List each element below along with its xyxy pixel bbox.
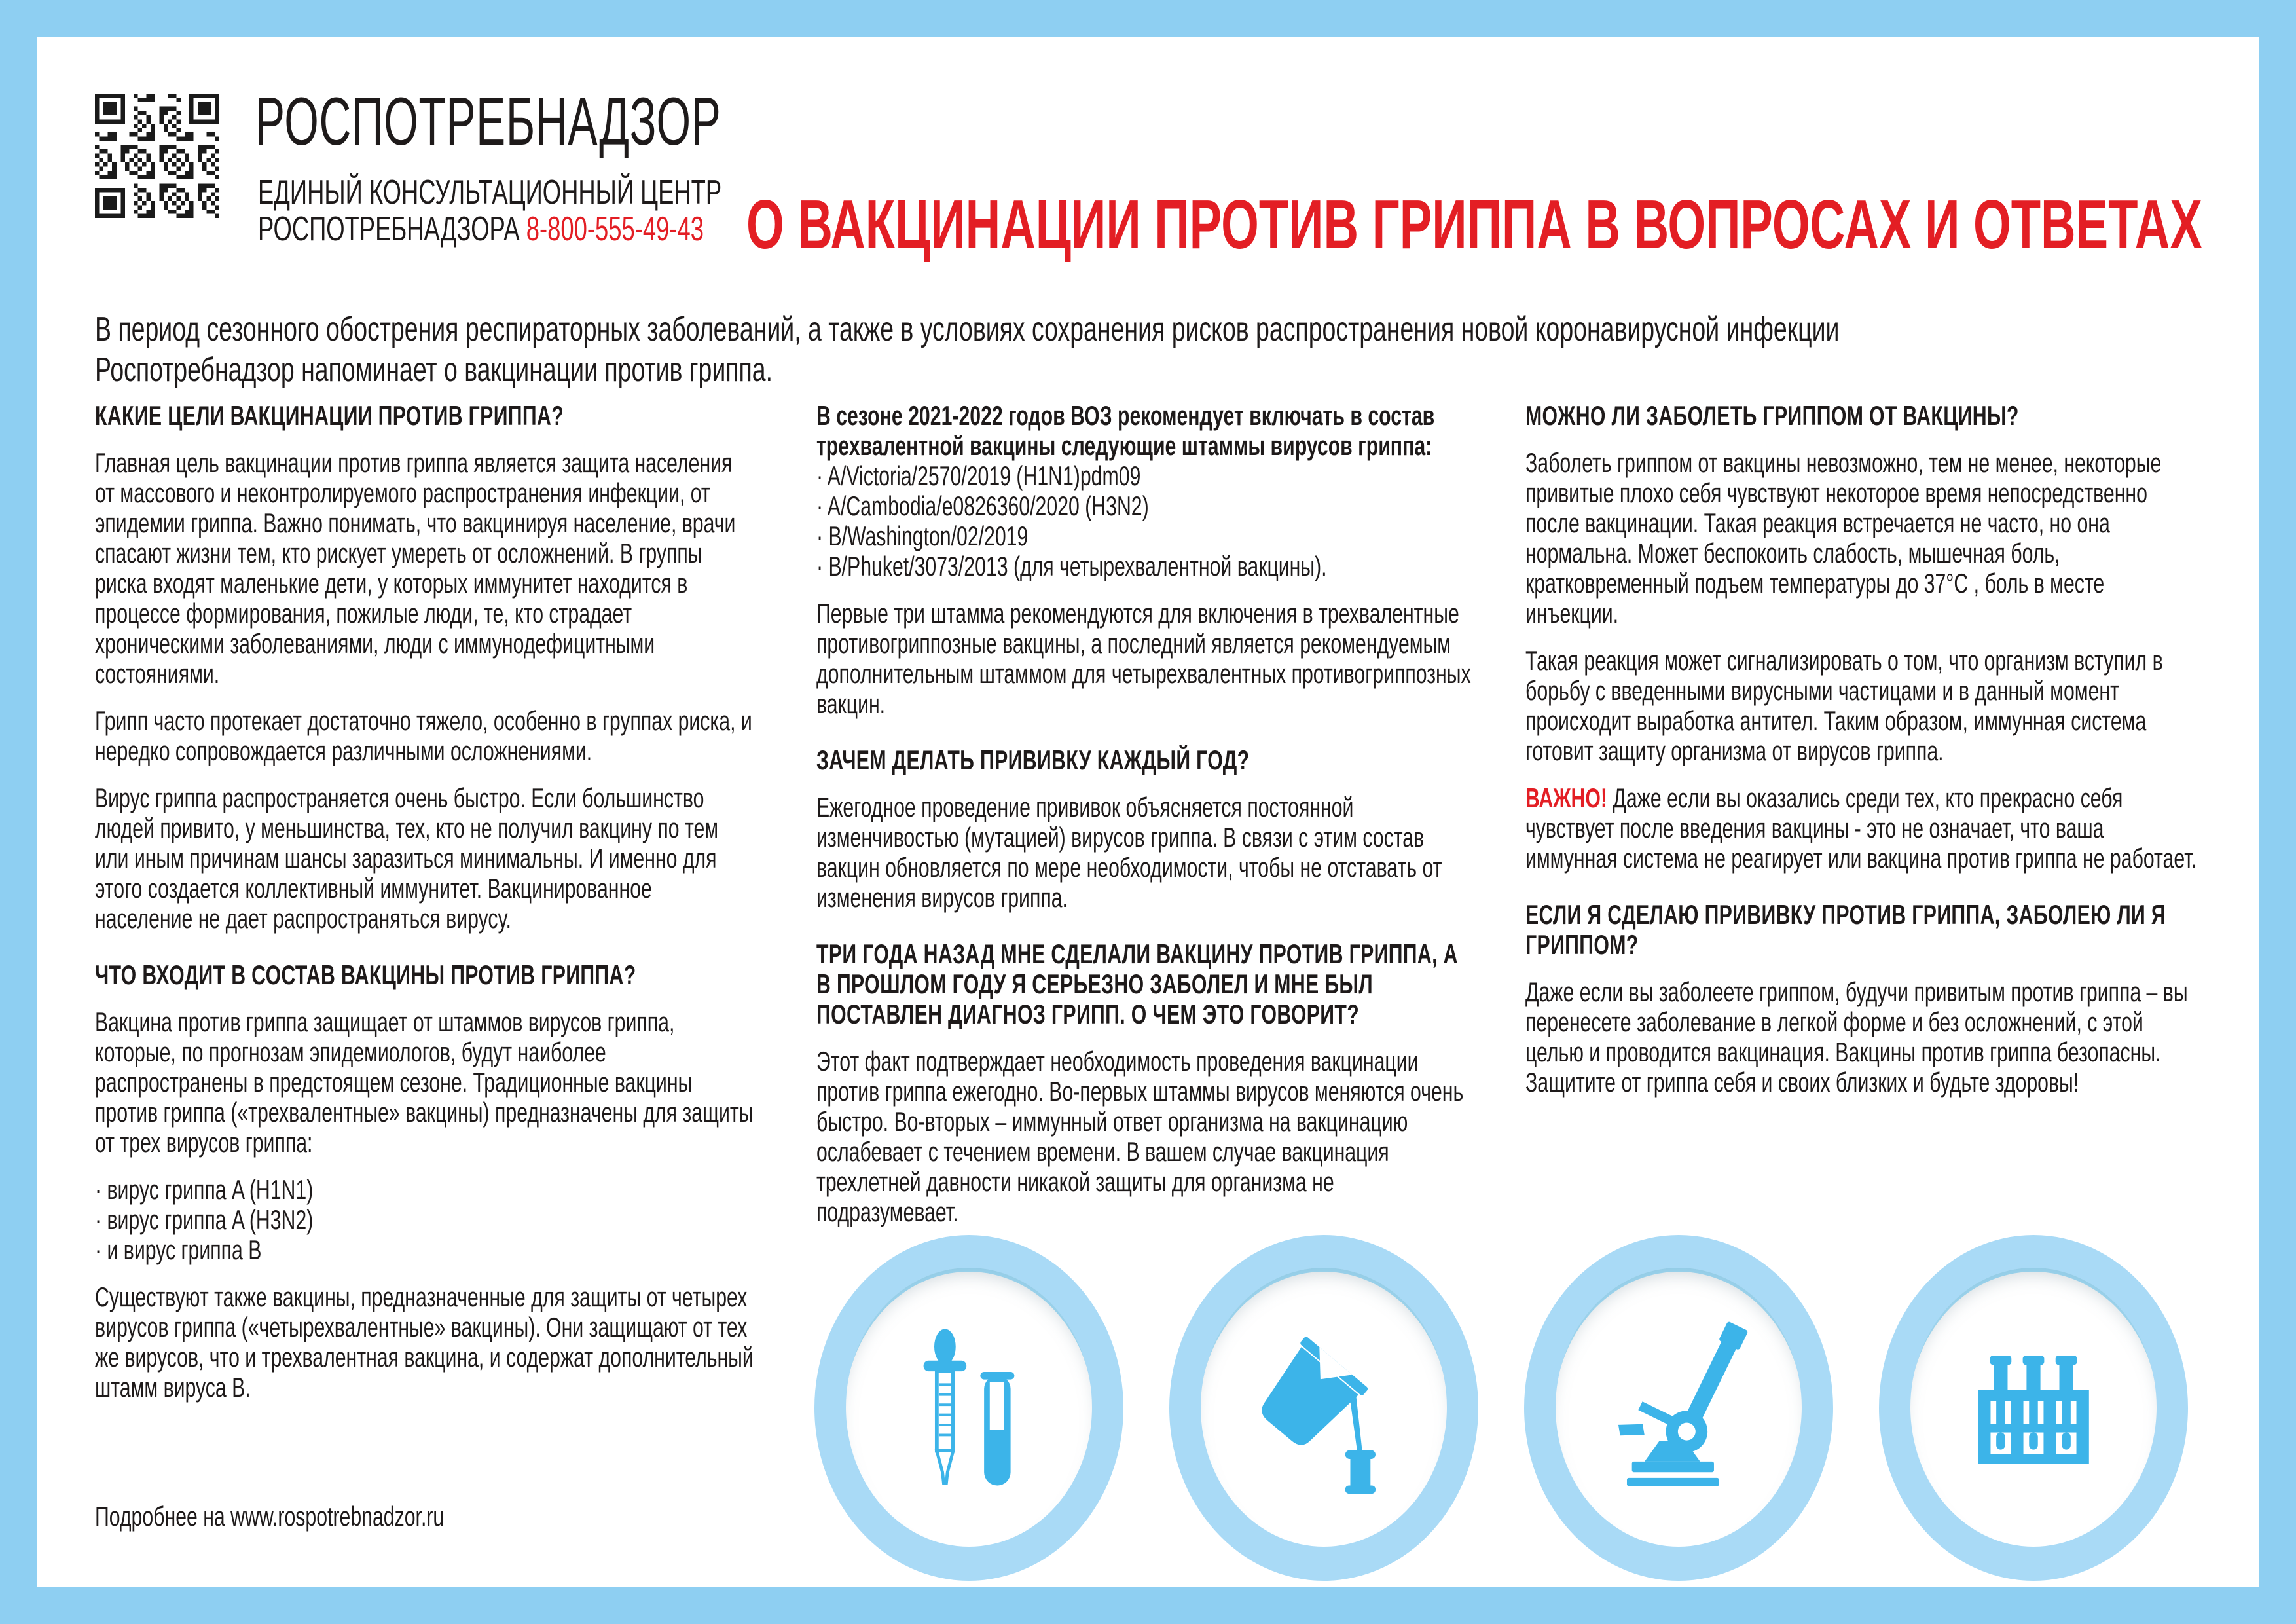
important-note	[1525, 783, 2200, 874]
qr-code-icon	[95, 94, 219, 218]
bullet-item: · A/Cambodia/e0826360/2020 (H3N2)	[816, 490, 1149, 521]
bullet-item: · B/Phuket/3073/2013 (для четырехвалентной вакцины).	[816, 551, 1327, 581]
answer-paragraph: Этот факт подтверждает необходимость проведения вакцинации против гриппа ежегодно. Во-первых штаммы вирусов меняются очень быстро. Во-вторых – иммунный ответ организма на вакцинацию ослабевает с течением времени. В вашем случае вакцинация трехлетней давности никакой защиты для организма не подразумевает.	[816, 1046, 1464, 1227]
question-heading: ТРИ ГОДА НАЗАД МНЕ СДЕЛАЛИ ВАКЦИНУ ПРОТИВ ГРИППА, А В ПРОШЛОМ ГОДУ Я СЕРЬЕЗНО ЗАБОЛЕЛ И МНЕ БЫЛ ПОСТАВЛЕН ДИАГНОЗ ГРИПП. О ЧЕМ ЭТО ГОВОРИТ?	[816, 938, 1458, 1029]
answer-paragraph: В сезоне 2021-2022 годов ВОЗ рекомендует включать в состав трехвалентной вакцины следующие штаммы вирусов гриппа:	[816, 400, 1435, 461]
consultation-center-org: РОСПОТРЕБНАДЗОРА	[258, 210, 526, 248]
icon-circle-3	[1524, 1235, 1833, 1581]
bullet-list	[95, 1175, 755, 1265]
bullet-item: · B/Washington/02/2019	[816, 521, 1029, 551]
answer-paragraph: Ежегодное проведение прививок объясняется постоянной изменчивостью (мутацией) вирусов гриппа. В связи с этим состав вакцин обновляется по мере необходимости, чтобы не отставать от изменения вирусов гриппа.	[816, 792, 1442, 913]
circle-inner	[846, 1268, 1092, 1547]
microscope-icon	[1609, 1319, 1748, 1496]
hotline-phone-number: 8-800-555-49-43	[526, 210, 704, 248]
circle-inner	[1201, 1268, 1447, 1547]
test-tube-rack-icon	[1964, 1319, 2103, 1496]
icon-circle-1	[814, 1235, 1123, 1581]
answer-paragraph: Даже если вы заболеете гриппом, будучи привитым против гриппа – вы перенесете заболевание в легкой форме и без осложнений, с этой целью и проводится вакцинация. Вакцины против гриппа безопасны. Защитите от гриппа себя и своих близких и будьте здоровы!	[1525, 976, 2188, 1098]
dropper-and-test-tube-icon	[900, 1319, 1038, 1496]
icon-circle-4	[1879, 1235, 2188, 1581]
beaker-pouring-icon	[1254, 1319, 1393, 1496]
icon-circle-2	[1169, 1235, 1478, 1581]
consultation-center-line1: ЕДИНЫЙ КОНСУЛЬТАЦИОННЫЙ ЦЕНТР	[258, 174, 722, 212]
answer-paragraph: Первые три штамма рекомендуются для включения в трехвалентные противогриппозные вакцины, а последний является рекомендуемым дополнительным штаммом для четырехвалентных противогриппозных вакцин.	[816, 598, 1471, 719]
answer-paragraph: Грипп часто протекает достаточно тяжело, особенно в группах риска, и нередко сопровождается различными осложнениями.	[95, 705, 752, 766]
answer-paragraph: Главная цель вакцинации против гриппа является защита населения от массового и неконтролируемого распространения инфекции, от эпидемии гриппа. Важно понимать, что вакцинируя население, врачи спасают жизни тем, кто рискует умереть от осложнений. В группы риска входят маленькие дети, у которых иммунитет находится в процессе формирования, пожилые люди, те, кто страдает хроническими заболеваниями, люди с иммунодефицитными состояниями.	[95, 447, 736, 689]
question-heading: ЗАЧЕМ ДЕЛАТЬ ПРИВИВКУ КАЖДЫЙ ГОД?	[816, 745, 1250, 775]
circle-inner	[1910, 1268, 2157, 1547]
answer-paragraph: Заболеть гриппом от вакцины невозможно, тем не менее, некоторые привитые плохо себя чувствуют некоторое время непосредственно после вакцинации. Такая реакция встречается не часто, но она нормальна. Может беспокоить слабость, мышечная боль, кратковременный подъем температуры до 37°С , боль в месте инъекции.	[1525, 447, 2162, 629]
answer-paragraph: Вирус гриппа распространяется очень быстро. Если большинство людей привито, у меньшинства, тех, кто не получил вакцину по тем или иным причинам шансы заразиться минимальны. И именно для этого создается коллективный иммунитет. Вакцинированное население не дает распространяться вирусу.	[95, 783, 719, 934]
answer-paragraph: Вакцина против гриппа защищает от штаммов вирусов гриппа, которые, по прогнозам эпидемиологов, будут наиболее распространены в предстоящем сезоне. Традиционные вакцины против гриппа («трехвалентные» вакцины) предназначены для защиты от трех вирусов гриппа:	[95, 1006, 754, 1158]
footer-website-note: Подробнее на www.rospotrebnadzor.ru	[95, 1501, 445, 1532]
poster-title: О ВАКЦИНАЦИИ ПРОТИВ ГРИППА В ВОПРОСАХ И ОТВЕТАХ	[746, 186, 2202, 264]
bullet-item: · вирус гриппа A (H3N2)	[95, 1204, 314, 1235]
answer-paragraph: Такая реакция может сигнализировать о том, что организм вступил в борьбу с введенными вирусными частицами и в данный момент происходит выработка антител. Таким образом, иммунная система готовит защиту организма от вирусов гриппа.	[1525, 645, 2163, 766]
brand-subtitle	[258, 174, 721, 248]
bullet-item: · A/Victoria/2570/2019 (H1N1)pdm09	[816, 460, 1141, 491]
column-2	[816, 401, 1476, 1244]
bullet-item: · вирус гриппа A (H1N1)	[95, 1174, 314, 1205]
brand-logo-title: РОСПОТРЕБНАДЗОР	[255, 84, 721, 160]
bullet-list	[816, 461, 1476, 581]
question-heading: КАКИЕ ЦЕЛИ ВАКЦИНАЦИИ ПРОТИВ ГРИППА?	[95, 400, 564, 431]
important-text: Даже если вы оказались среди тех, кто прекрасно себя чувствует после введения вакцины - это не означает, что ваша иммунная система не реагирует или вакцина против гриппа не работает.	[1525, 783, 2197, 874]
consultation-center-line2	[258, 211, 721, 248]
column-1	[95, 401, 755, 1420]
column-3	[1525, 401, 2200, 1115]
circle-inner	[1556, 1268, 1802, 1547]
question-heading: ЕСЛИ Я СДЕЛАЮ ПРИВИВКУ ПРОТИВ ГРИППА, ЗАБОЛЕЮ ЛИ Я ГРИППОМ?	[1525, 899, 2166, 960]
answer-paragraph: Существуют также вакцины, предназначенные для защиты от четырех вирусов гриппа («четырехвалентные» вакцины). Они защищают от тех же вирусов, что и трехвалентная вакцина, и содержат дополнительный штамм вируса B.	[95, 1282, 754, 1403]
intro-paragraph: В период сезонного обострения респираторных заболеваний, а также в условиях сохранения рисков распространения новой коронавирусной инфекции Роспотребнадзор напоминает о вакцинации против гриппа.	[95, 310, 1840, 389]
bullet-item: · и вирус гриппа B	[95, 1234, 262, 1265]
question-heading: ЧТО ВХОДИТ В СОСТАВ ВАКЦИНЫ ПРОТИВ ГРИППА?	[95, 959, 636, 990]
important-label: ВАЖНО!	[1525, 783, 1607, 813]
question-heading: МОЖНО ЛИ ЗАБОЛЕТЬ ГРИППОМ ОТ ВАКЦИНЫ?	[1525, 400, 2019, 431]
